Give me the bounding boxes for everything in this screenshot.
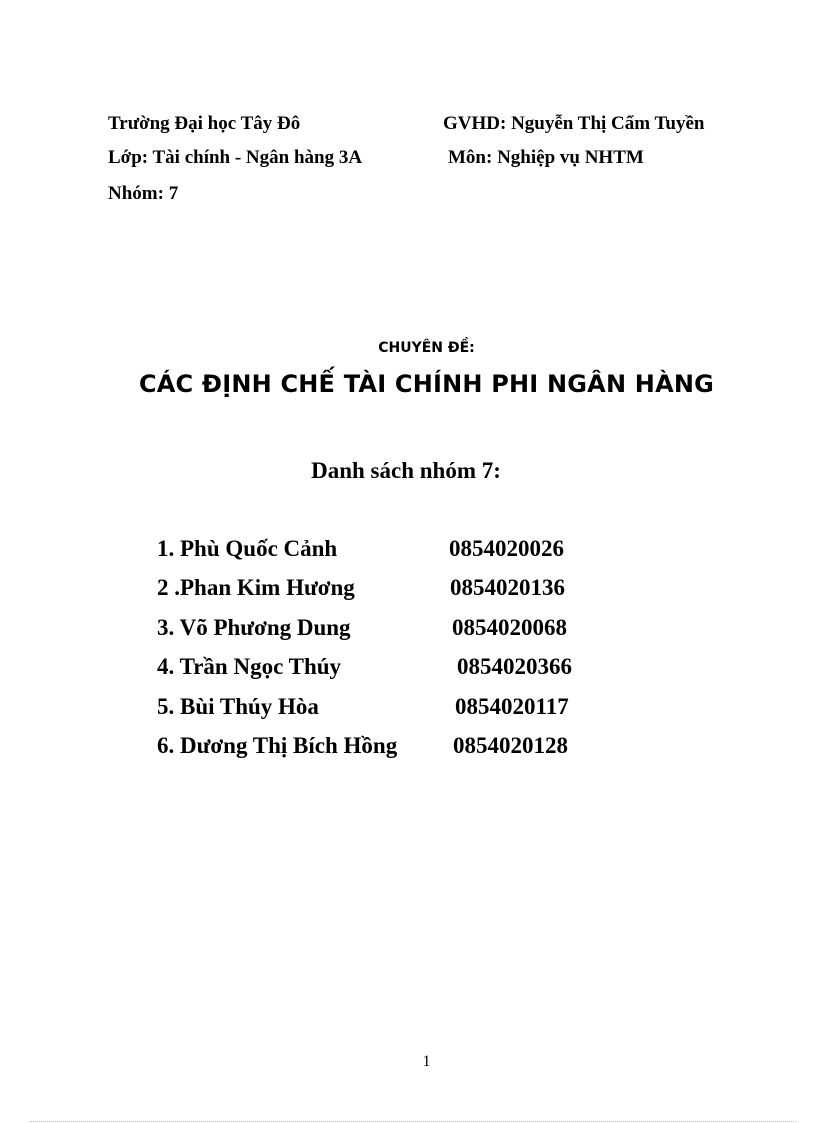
instructor: GVHD: Nguyễn Thị Cẩm Tuyền — [443, 113, 705, 134]
school-name: Trường Đại học Tây Đô — [108, 113, 301, 134]
member-id: 0854020366 — [457, 654, 572, 679]
page-bottom-divider — [30, 1121, 796, 1122]
member-name: 4. Trần Ngọc Thúy — [157, 654, 342, 679]
topic-title: CÁC ĐỊNH CHẾ TÀI CHÍNH PHI NGÂN HÀNG — [138, 370, 715, 398]
member-id: 0854020026 — [449, 536, 564, 561]
member-name: 2 .Phan Kim Hương — [157, 575, 355, 600]
member-name: 5. Bùi Thúy Hòa — [157, 694, 319, 719]
class-name: Lớp: Tài chính - Ngân hàng 3A — [108, 147, 363, 168]
member-id: 0854020128 — [453, 733, 568, 758]
member-name: 3. Võ Phương Dung — [157, 615, 351, 640]
subject-name: Môn: Nghiệp vụ NHTM — [448, 147, 644, 168]
member-name: 6. Dương Thị Bích Hồng — [157, 733, 398, 758]
group-number: Nhóm: 7 — [108, 183, 179, 204]
members-heading: Danh sách nhóm 7: — [311, 458, 501, 483]
page-number: 1 — [422, 1053, 431, 1070]
member-id: 0854020136 — [450, 575, 565, 600]
member-name: 1. Phù Quốc Cảnh — [157, 536, 338, 561]
member-id: 0854020117 — [455, 694, 569, 719]
member-id: 0854020068 — [452, 615, 567, 640]
topic-label: CHUYÊN ĐỀ: — [378, 340, 475, 356]
